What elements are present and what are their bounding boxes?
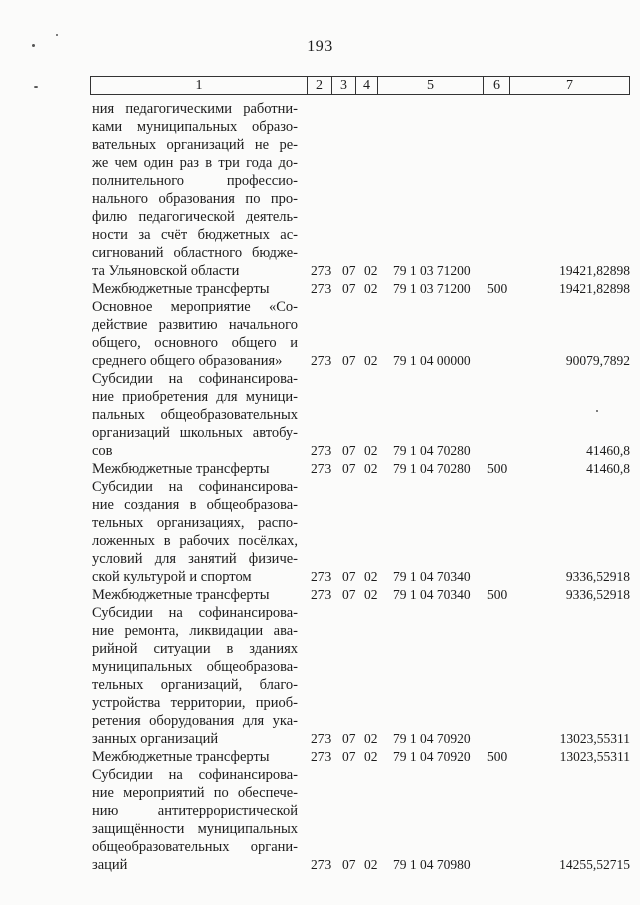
row-text-line: Субсидии на софинансирова-: [92, 371, 298, 387]
col-4-value: 02: [364, 587, 378, 602]
col-4-value: 02: [364, 461, 378, 476]
row-text-line: занных организаций: [92, 731, 219, 747]
col-4-value: 02: [364, 569, 378, 584]
col-3-value: 07: [342, 443, 356, 458]
col-2-value: 273: [311, 461, 332, 476]
col-3-value: 07: [342, 263, 356, 278]
col-5-value: 79 1 03 71200: [393, 263, 471, 278]
col-5-value: 79 1 04 70980: [393, 857, 471, 872]
col-3-value: 07: [342, 587, 356, 602]
row-text-line: общего, основного общего и: [92, 335, 298, 351]
col-4-value: 02: [364, 749, 378, 764]
row-text-line: Субсидии на софинансирова-: [92, 605, 298, 621]
row-text-line: ние приобретения для муници-: [92, 389, 298, 405]
col-5-value: 79 1 04 00000: [393, 353, 471, 368]
col-3-value: 07: [342, 281, 356, 296]
row-text-line: условий для занятий физиче-: [92, 551, 298, 567]
row-text-line: ния педагогическими работни-: [92, 101, 298, 117]
row-text-line: вательных организаций не ре-: [92, 137, 298, 153]
col-7-value: 41460,8: [586, 443, 630, 458]
row-text-line: нию антитеррористической: [92, 803, 298, 819]
col-4-value: 02: [364, 353, 378, 368]
row-text-line: полнительного профессио-: [92, 173, 298, 189]
header-col-2: 2: [307, 77, 331, 94]
row-text-line: ние мероприятий по обеспече-: [92, 785, 298, 801]
col-7-value: 41460,8: [586, 461, 630, 476]
col-6-value: 500: [487, 749, 508, 764]
scan-speck: [34, 86, 38, 88]
col-2-value: 273: [311, 749, 332, 764]
row-text-line: ние создания в общеобразова-: [92, 497, 298, 513]
col-2-value: 273: [311, 281, 332, 296]
row-text-line: же чем один раз в три года до-: [92, 155, 298, 171]
row-text-line: Межбюджетные трансферты: [92, 587, 270, 603]
col-5-value: 79 1 04 70920: [393, 749, 471, 764]
row-text-line: сов: [92, 443, 113, 459]
col-5-value: 79 1 04 70280: [393, 443, 471, 458]
row-text-line: тельных организациях, распо-: [92, 515, 298, 531]
col-3-value: 07: [342, 353, 356, 368]
row-text-line: муниципальных общеобразова-: [92, 659, 298, 675]
col-2-value: 273: [311, 443, 332, 458]
col-2-value: 273: [311, 857, 332, 872]
row-text-line: ретения оборудования для ука-: [92, 713, 298, 729]
row-text-line: нального образования по про-: [92, 191, 298, 207]
col-5-value: 79 1 04 70340: [393, 587, 471, 602]
row-text-line: пальных общеобразовательных: [92, 407, 298, 423]
col-5-value: 79 1 04 70280: [393, 461, 471, 476]
row-text-line: защищённости муниципальных: [92, 821, 298, 837]
row-text-line: Межбюджетные трансферты: [92, 281, 270, 297]
header-col-3: 3: [331, 77, 355, 94]
row-text-line: Межбюджетные трансферты: [92, 461, 270, 477]
col-4-value: 02: [364, 731, 378, 746]
header-col-7: 7: [509, 77, 629, 94]
header-col-1: 1: [195, 78, 203, 93]
row-text-line: общеобразовательных органи-: [92, 839, 298, 855]
col-4-value: 02: [364, 857, 378, 872]
col-7-value: 19421,82898: [559, 263, 630, 278]
header-col-4: 4: [355, 77, 377, 94]
col-5-value: 79 1 03 71200: [393, 281, 471, 296]
row-text-line: ние ремонта, ликвидации ава-: [92, 623, 298, 639]
col-4-value: 02: [364, 263, 378, 278]
row-text-line: ками муниципальных образо-: [92, 119, 298, 135]
col-5-value: 79 1 04 70340: [393, 569, 471, 584]
col-6-value: 500: [487, 461, 508, 476]
col-3-value: 07: [342, 461, 356, 476]
row-text-line: ности за счёт бюджетных ас-: [92, 227, 298, 243]
col-7-value: 90079,7892: [565, 353, 630, 368]
col-6-value: 500: [487, 587, 508, 602]
scan-speck: [32, 44, 35, 47]
row-text-line: Субсидии на софинансирова-: [92, 767, 298, 783]
col-2-value: 273: [311, 731, 332, 746]
scan-speck: [596, 410, 598, 412]
col-7-value: 13023,55311: [559, 749, 630, 764]
row-text-line: рийной ситуации в зданиях: [92, 641, 298, 657]
col-3-value: 07: [342, 569, 356, 584]
col-3-value: 07: [342, 857, 356, 872]
row-text-line: организаций школьных автобу-: [92, 425, 298, 441]
table-header: [90, 76, 630, 95]
row-text-line: Межбюджетные трансферты: [92, 749, 270, 765]
row-text-line: Основное мероприятие «Со-: [92, 299, 298, 315]
row-text-line: та Ульяновской области: [92, 263, 240, 279]
col-3-value: 07: [342, 731, 356, 746]
col-2-value: 273: [311, 263, 332, 278]
row-text-line: ской культурой и спортом: [92, 569, 252, 585]
col-7-value: 19421,82898: [559, 281, 630, 296]
page-number: 193: [307, 38, 333, 55]
col-4-value: 02: [364, 281, 378, 296]
row-text-line: Субсидии на софинансирова-: [92, 479, 298, 495]
col-5-value: 79 1 04 70920: [393, 731, 471, 746]
row-text-line: тельных организаций, благо-: [92, 677, 298, 693]
col-2-value: 273: [311, 569, 332, 584]
col-6-value: 500: [487, 281, 508, 296]
col-2-value: 273: [311, 353, 332, 368]
row-text-line: сигнований областного бюдже-: [92, 245, 298, 261]
row-text-line: заций: [92, 857, 128, 873]
row-text-line: действие развитию начального: [92, 317, 298, 333]
col-3-value: 07: [342, 749, 356, 764]
col-7-value: 14255,52715: [559, 857, 630, 872]
col-7-value: 13023,55311: [559, 731, 630, 746]
col-4-value: 02: [364, 443, 378, 458]
col-2-value: 273: [311, 587, 332, 602]
row-text-line: среднего общего образования»: [92, 353, 283, 369]
row-text-line: ложенных в рабочих посёлках,: [92, 533, 298, 549]
scan-speck: [56, 34, 58, 36]
header-col-5: 5: [377, 77, 483, 94]
col-7-value: 9336,52918: [565, 587, 630, 602]
row-text-line: филю педагогической деятель-: [92, 209, 298, 225]
row-text-line: устройства территории, приоб-: [92, 695, 298, 711]
header-col-6: 6: [483, 77, 509, 94]
col-7-value: 9336,52918: [565, 569, 630, 584]
